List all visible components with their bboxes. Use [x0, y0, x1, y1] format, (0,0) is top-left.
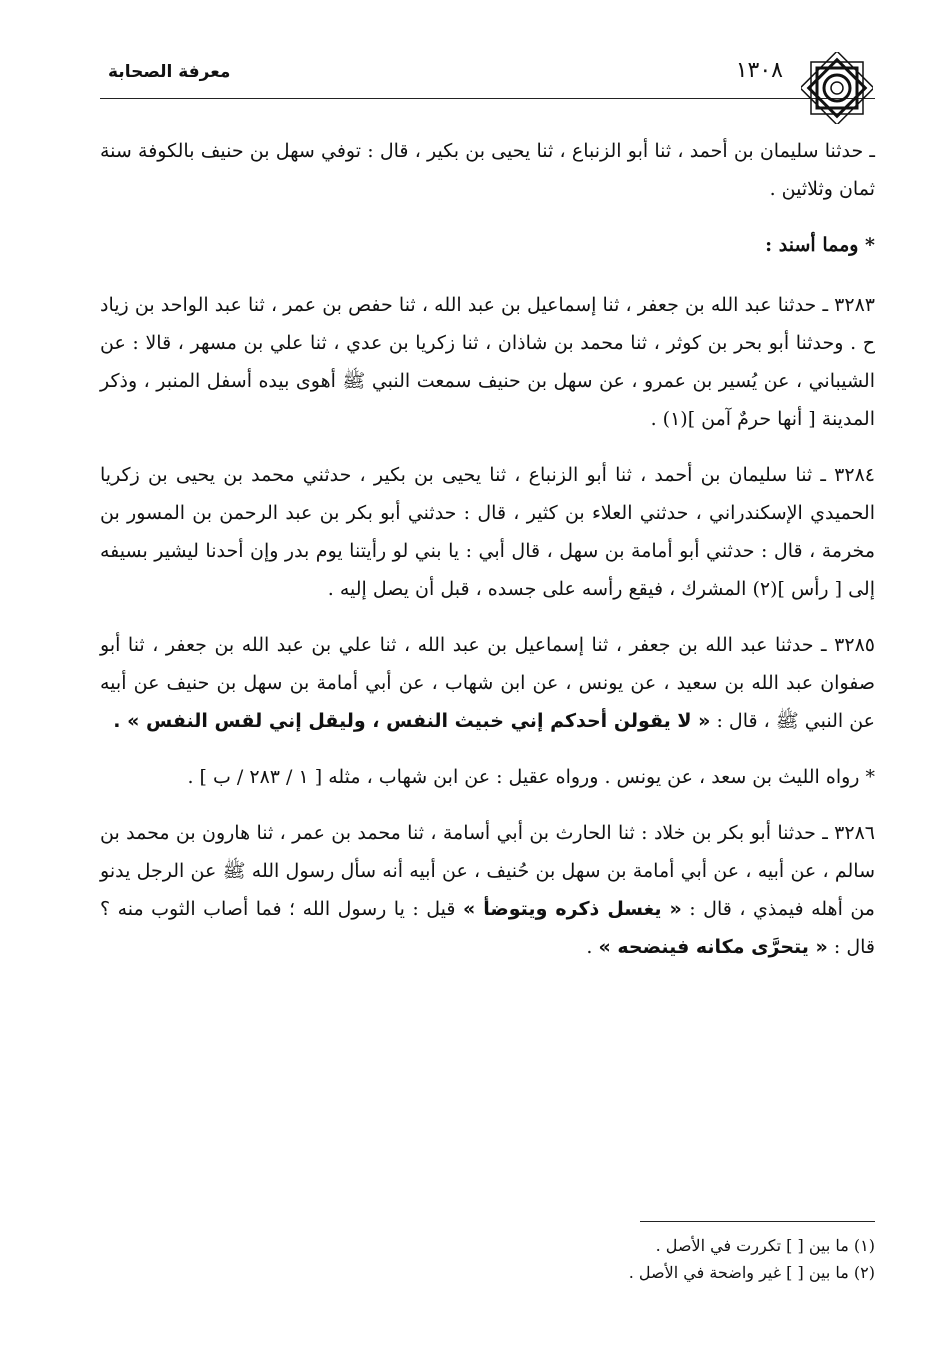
hadith-3283: ٣٢٨٣ ـ حدثنا عبد الله بن جعفر ، ثنا إسماعيل بن عبد الله ، ثنا حفص بن عمر ، ثنا عبد الواحد بن زياد ح . وحدثنا أبو بحر بن كوثر ، ثنا محمد بن شاذان ، ثنا زكريا بن عدي ، ثنا علي بن مسهر ، قالا : عن الشيباني ، عن يُسير بن عمرو ، عن سهل بن حنيف سمعت النبي ﷺ أهوى بيده أسفل المنبر ، وذكر المدينة [ أنها حرمٌ آمن ](١) . — [100, 294, 875, 430]
page-number: ١٣٠٨ — [735, 58, 783, 83]
paragraph-death-note: ـ حدثنا سليمان بن أحمد ، ثنا أبو الزنباع ، ثنا يحيى بن بكير ، قال : توفي سهل بن حنيف بالكوفة سنة ثمان وثلاثين . — [100, 140, 875, 200]
hadith-3286 — [100, 814, 875, 966]
hadith-3286-isnad: ٣٢٨٦ ـ حدثنا أبو بكر بن خلاد : ثنا الحارث بن أبي أسامة ، ثنا محمد بن عمر ، ثنا هارون بن محمد بن سالم ، عن أبيه ، عن أبي أمامة بن سهل بن حُنيف ، عن أبيه أنه سأل رسول الله ﷺ عن الرجل يدنو من أهله فيمذي ، قال : — [100, 822, 875, 920]
section-heading: * ومما أسند : — [765, 234, 875, 256]
footnote-2: (٢) ما بين [ ] غير واضحة في الأصل . — [628, 1263, 875, 1282]
page-body — [100, 132, 875, 984]
hadith-3286-end: . — [586, 936, 593, 958]
footnote-1: (١) ما بين [ ] تكررت في الأصل . — [655, 1236, 875, 1255]
hadith-3286-answer-1: « يغسل ذكره ويتوضأ » — [462, 898, 682, 920]
hadith-3285 — [100, 626, 875, 740]
footnotes — [300, 1232, 875, 1286]
running-title: معرفة الصحابة — [108, 62, 231, 82]
hadith-3285-isnad: ٣٢٨٥ ـ حدثنا عبد الله بن جعفر ، ثنا إسماعيل بن عبد الله ، ثنا علي بن عبد الله بن جعفر ، ثنا أبو صفوان عبد الله بن سعيد ، عن يونس ، عن ابن شهاب ، عن أبي أمامة بن سهل بن حنيف عن أبيه عن النبي ﷺ ، قال : — [100, 634, 875, 732]
hadith-3285-matn: « لا يقولن أحدكم إني خبيث النفس ، وليقل إني لقس النفس » . — [113, 710, 711, 732]
octagram-ornament-icon — [801, 52, 873, 124]
hadith-3284: ٣٢٨٤ ـ ثنا سليمان بن أحمد ، ثنا أبو الزنباع ، ثنا يحيى بن بكير ، حدثني محمد بن يحيى بن زكريا الحميدي الإسكندراني ، حدثني العلاء بن كثير ، قال : حدثني أبو بكر بن عبد الرحمن بن المسور بن مخرمة ، قال : حدثني أبو أمامة بن سهل ، قال أبي : يا بني لو رأيتنا يوم بدر وإن أحدنا ليشير بسيفه إلى [ رأس ](٢) المشرك ، فيقع رأسه على جسده ، قبل أن يصل إليه . — [100, 464, 875, 600]
hadith-3286-answer-2: « يتحرَّى مكانه فينضحه » — [598, 936, 828, 958]
page-header — [100, 52, 875, 99]
narration-note: * رواه الليث بن سعد ، عن يونس . ورواه عقيل : عن ابن شهاب ، مثله [ ١ / ٢٨٣ / ب ] . — [187, 766, 875, 788]
hadith-3286-question: قيل : يا رسول الله ؛ فما أصاب الثوب منه ؟ قال : — [100, 898, 875, 958]
footnote-divider — [640, 1221, 875, 1222]
